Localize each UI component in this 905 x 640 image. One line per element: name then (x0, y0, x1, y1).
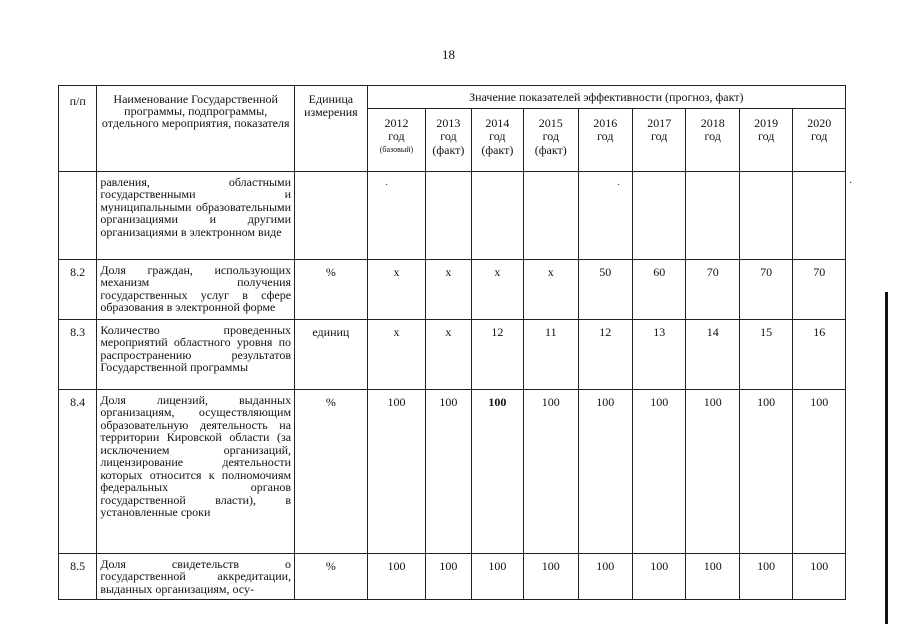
value-cell-2017: 60 (633, 260, 686, 320)
indicator-name: Доля лицензий, выданных организациям, осуществляющим образовательную деятельность на территории Кировской области (за исключением организаций, лицензирование деятельности которых относится к полномочиям федеральных органов государственной власти), в установленные сроки (97, 390, 295, 554)
value-cell-2018: 100 (686, 390, 739, 554)
row-number: 8.4 (59, 390, 97, 554)
scan-speck: · (849, 178, 853, 189)
value-cell-2018 (686, 172, 739, 260)
table-row (59, 172, 846, 260)
year-label: 2016 (593, 116, 618, 130)
header-values-group: Значение показателей эффективности (прогноз, факт) (367, 86, 845, 109)
year-label: 2020 (807, 116, 832, 130)
value-cell-2020: 70 (793, 260, 846, 320)
row-number: 8.3 (59, 320, 97, 390)
year-word: год (704, 129, 721, 144)
indicator-name: Доля свидетельств о государственной аккредитации, выданных организациям, осу- (97, 554, 295, 600)
header-year-2017 (633, 109, 686, 172)
year-label: 2014 (485, 116, 510, 130)
scan-speck: · (385, 180, 389, 191)
value-cell-2014: 12 (471, 320, 523, 390)
year-label: 2017 (647, 116, 672, 130)
indicator-unit: единиц (295, 320, 368, 390)
year-note: (базовый) (379, 144, 414, 154)
value-cell-2020: 100 (793, 554, 846, 600)
indicators-table (58, 85, 846, 600)
row-number: 8.5 (59, 554, 97, 600)
header-year-2012 (367, 109, 426, 172)
header-name: Наименование Государственной программы, подпрограммы, отдельного мероприятия, показателя (97, 86, 295, 172)
value-cell-2012: 100 (367, 390, 426, 554)
header-year-2013 (426, 109, 471, 172)
value-cell-2013: 100 (426, 390, 471, 554)
value-cell-2016: 100 (578, 554, 632, 600)
value-cell-2015 (524, 172, 578, 260)
year-note: (факт) (432, 142, 465, 157)
value-cell-2016 (578, 172, 632, 260)
value-cell-2017 (633, 172, 686, 260)
value-cell-2012 (367, 172, 426, 260)
value-cell-2013: x (426, 260, 471, 320)
year-word: год (489, 129, 506, 144)
scan-speck: · (617, 180, 621, 191)
year-label: 2019 (754, 116, 779, 130)
value-cell-2019: 100 (739, 390, 792, 554)
value-cell-2018: 100 (686, 554, 739, 600)
value-cell-2015: x (524, 260, 578, 320)
year-label: 2015 (538, 116, 563, 130)
value-cell-2012: 100 (367, 554, 426, 600)
indicator-unit: % (295, 390, 368, 554)
table-header-row (59, 86, 846, 109)
value-cell-2016: 12 (578, 320, 632, 390)
value-cell-2015: 100 (524, 554, 578, 600)
value-cell-2013 (426, 172, 471, 260)
value-cell-2014: 100 (471, 554, 523, 600)
header-year-2015 (524, 109, 578, 172)
indicator-name: равления, областными государственными и муниципальными образовательными организациями и другими организациями в электронном виде (97, 172, 295, 260)
table-row (59, 554, 846, 600)
header-year-2014 (471, 109, 523, 172)
header-year-2019 (739, 109, 792, 172)
header-year-2016 (578, 109, 632, 172)
year-word: год (597, 129, 614, 144)
table-row (59, 390, 846, 554)
indicator-name: Количество проведенных мероприятий областного уровня по распространению результатов Государственной программы (97, 320, 295, 390)
value-cell-2017: 100 (633, 554, 686, 600)
value-cell-2019: 100 (739, 554, 792, 600)
year-word: год (440, 129, 457, 144)
value-cell-2016: 100 (578, 390, 632, 554)
year-word: год (651, 129, 668, 144)
year-note: (факт) (534, 142, 567, 157)
value-cell-2015: 11 (524, 320, 578, 390)
row-number (59, 172, 97, 260)
value-cell-2019: 70 (739, 260, 792, 320)
year-word: год (811, 129, 828, 144)
year-label: 2013 (436, 116, 461, 130)
year-label: 2018 (700, 116, 725, 130)
table-row (59, 260, 846, 320)
page-number: 18 (442, 47, 455, 62)
header-unit: Единица измерения (295, 86, 368, 172)
year-note: (факт) (481, 142, 514, 157)
value-cell-2017: 13 (633, 320, 686, 390)
value-cell-2013: 100 (426, 554, 471, 600)
header-year-2018 (686, 109, 739, 172)
value-cell-2019 (739, 172, 792, 260)
value-cell-2018: 70 (686, 260, 739, 320)
value-cell-2020 (793, 172, 846, 260)
value-cell-2012: x (367, 260, 426, 320)
year-word: год (542, 129, 559, 144)
indicator-unit: % (295, 554, 368, 600)
header-num: п/п (59, 86, 97, 172)
year-label: 2012 (384, 116, 409, 130)
indicator-unit (295, 172, 368, 260)
value-cell-2017: 100 (633, 390, 686, 554)
value-cell-2015: 100 (524, 390, 578, 554)
year-word: год (388, 129, 405, 144)
table-row (59, 320, 846, 390)
header-year-2020 (793, 109, 846, 172)
year-word: год (757, 129, 775, 144)
table-body (59, 172, 846, 600)
value-cell-2014: x (471, 260, 523, 320)
indicator-unit: % (295, 260, 368, 320)
value-cell-2016: 50 (578, 260, 632, 320)
value-cell-2020: 16 (793, 320, 846, 390)
value-cell-2020: 100 (793, 390, 846, 554)
value-cell-2014 (471, 172, 523, 260)
value-cell-2014: 100 (471, 390, 523, 554)
value-cell-2013: x (426, 320, 471, 390)
row-number: 8.2 (59, 260, 97, 320)
scan-edge-mark (885, 292, 888, 624)
value-cell-2012: x (367, 320, 426, 390)
value-cell-2018: 14 (686, 320, 739, 390)
value-cell-2019: 15 (739, 320, 792, 390)
indicator-name: Доля граждан, использующих механизм получения государственных услуг в сфере образования в электронной форме (97, 260, 295, 320)
